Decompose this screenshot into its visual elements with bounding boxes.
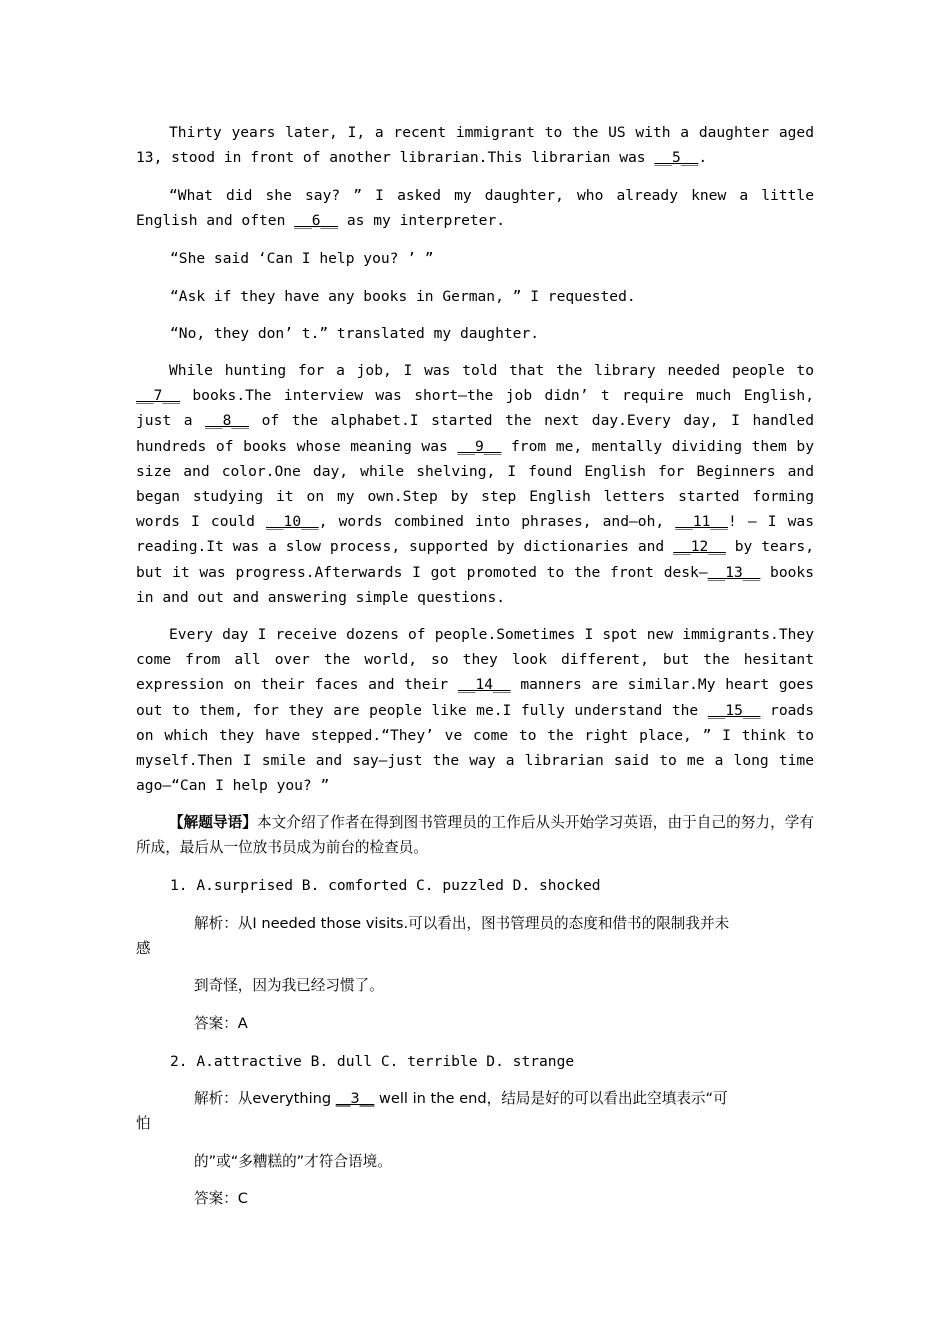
passage-paragraph-5: “No, they don’ t.” translated my daughter.: [170, 325, 540, 342]
question-2-options: 2. A.attractive B. dull C. terrible D. strange: [170, 1053, 575, 1070]
question-2-analysis: 解析：从everything __3__ well in the end，结局是好的可以看出此空填表示“可: [194, 1090, 728, 1107]
blank-3: __3__: [335, 1090, 375, 1107]
blank-11: __11__: [675, 513, 728, 531]
question-2-analysis-cont: 的”或“多糟糕的”才符合语境。: [194, 1153, 392, 1170]
passage-paragraph-1: Thirty years later, I, a recent immigrant to the US with a daughter aged 13, stood in front of another librarian.This librarian was __5__.: [136, 124, 814, 167]
passage-paragraph-7: Every day I receive dozens of people.Sometimes I spot new immigrants.They come from all over the world, so they look different, but the hesitant expression on their faces and their __14__ manners are similar.My heart goes out to them, for they are people like me.I fully understand the __15__ roads on which they have stepped.“They’ ve come to the right place, ” I think to myself.Then I smile and say—just the way a librarian said to me a long time ago—“Can I help you? ”: [136, 626, 814, 795]
blank-5: __5__: [654, 149, 699, 167]
passage-paragraph-2: “What did she say? ” I asked my daughter, who already knew a little English and often __6__ as my interpreter.: [136, 187, 814, 230]
passage-paragraph-3: “She said ‘Can I help you? ’ ”: [170, 250, 434, 267]
question-1-options: 1. A.surprised B. comforted C. puzzled D. shocked: [170, 877, 601, 894]
passage-paragraph-6: While hunting for a job, I was told that the library needed people to __7__ books.The interview was short—the job didn’ t require much English, just a __8__ of the alphabet.I started the next day.Every day, I handled hundreds of books whose meaning was __9__ from me, mentally dividing them by size and color.One day, while shelving, I found English for Beginners and began studying it on my own.Step by step English letters started forming words I could __10__, words combined into phrases, and—oh, __11__! — I was reading.It was a slow process, supported by dictionaries and __12__ by tears, but it was progress.Afterwards I got promoted to the front desk—__13__ books in and out and answering simple questions.: [136, 362, 814, 606]
guide-paragraph: [136, 810, 814, 860]
blank-15: __15__: [707, 701, 761, 719]
blank-14: __14__: [457, 676, 511, 694]
blank-13: __13__: [707, 563, 761, 581]
blank-7: __7__: [136, 387, 180, 405]
blank-8: __8__: [205, 412, 250, 430]
blank-9: __9__: [457, 437, 502, 455]
guide-label: 【解题导语】: [169, 814, 257, 831]
guide-text: 本文介绍了作者在得到图书管理员的工作后从头开始学习英语，由于自己的努力，学有所成，最后从一位放书员成为前台的检查员。: [136, 814, 814, 857]
blank-6: __6__: [294, 212, 339, 230]
question-1-analysis-cont: 到奇怪，因为我已经习惯了。: [194, 977, 384, 994]
passage-paragraph-4: “Ask if they have any books in German, ” I requested.: [170, 288, 636, 305]
blank-12: __12__: [673, 538, 726, 556]
question-2-answer: 答案：C: [194, 1190, 248, 1207]
question-1-analysis-wrap: 感: [136, 940, 151, 957]
blank-10: __10__: [265, 513, 319, 531]
question-2-analysis-wrap: 怕: [136, 1115, 151, 1132]
question-1-analysis: 解析：从I needed those visits.可以看出，图书管理员的态度和借书的限制我并未: [194, 915, 730, 932]
question-1-answer: 答案：A: [194, 1015, 248, 1032]
